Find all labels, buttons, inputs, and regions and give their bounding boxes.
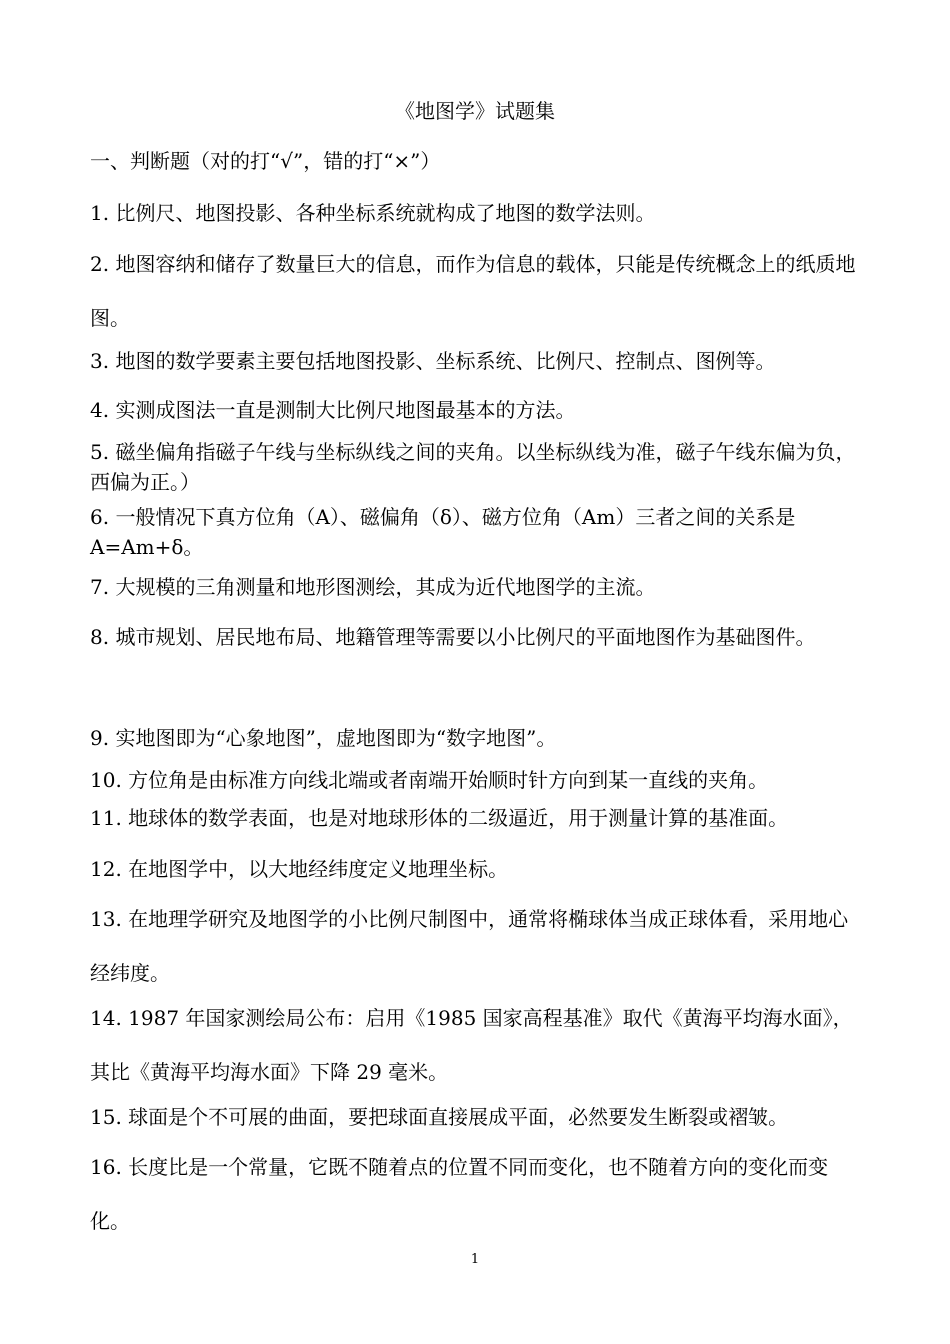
question-13: 13. 在地理学研究及地图学的小比例尺制图中，通常将椭球体当成正球体看，采用地心经纬度。 xyxy=(90,907,849,985)
document-title: 《地图学》试题集 xyxy=(395,99,555,123)
question-3: 3. 地图的数学要素主要包括地图投影、坐标系统、比例尺、控制点、图例等。 xyxy=(90,349,776,373)
question-14: 14. 1987 年国家测绘局公布：启用《1985 国家高程基准》取代《黄海平均海水面》，其比《黄海平均海水面》下降 29 毫米。 xyxy=(90,1006,853,1084)
question-15: 15. 球面是个不可展的曲面，要把球面直接展成平面，必然要发生断裂或褶皱。 xyxy=(90,1105,789,1129)
question-10: 10. 方位角是由标准方向线北端或者南端开始顺时针方向到某一直线的夹角。 xyxy=(90,768,769,792)
question-2: 2. 地图容纳和储存了数量巨大的信息，而作为信息的载体，只能是传统概念上的纸质地图。 xyxy=(90,252,856,330)
section-heading: 一、判断题（对的打“√”，错的打“×”） xyxy=(90,149,441,173)
question-1: 1. 比例尺、地图投影、各种坐标系统就构成了地图的数学法则。 xyxy=(90,201,656,225)
question-8: 8. 城市规划、居民地布局、地籍管理等需要以小比例尺的平面地图作为基础图件。 xyxy=(90,625,816,649)
question-11: 11. 地球体的数学表面，也是对地球形体的二级逼近，用于测量计算的基准面。 xyxy=(90,806,789,830)
page-number: 1 xyxy=(470,1252,480,1267)
question-12: 12. 在地图学中，以大地经纬度定义地理坐标。 xyxy=(90,857,509,881)
question-4: 4. 实测成图法一直是测制大比例尺地图最基本的方法。 xyxy=(90,398,576,422)
question-9: 9. 实地图即为“心象地图”，虚地图即为“数字地图”。 xyxy=(90,726,557,750)
question-6: 6. 一般情况下真方位角（A）、磁偏角（δ）、磁方位角（Am）三者之间的关系是 A=Am+δ。 xyxy=(90,505,796,559)
question-7: 7. 大规模的三角测量和地形图测绘，其成为近代地图学的主流。 xyxy=(90,575,656,599)
question-5: 5. 磁坐偏角指磁子午线与坐标纵线之间的夹角。以坐标纵线为准，磁子午线东偏为负，西偏为正。） xyxy=(90,440,856,494)
question-16: 16. 长度比是一个常量，它既不随着点的位置不同而变化，也不随着方向的变化而变化。 xyxy=(90,1155,829,1233)
